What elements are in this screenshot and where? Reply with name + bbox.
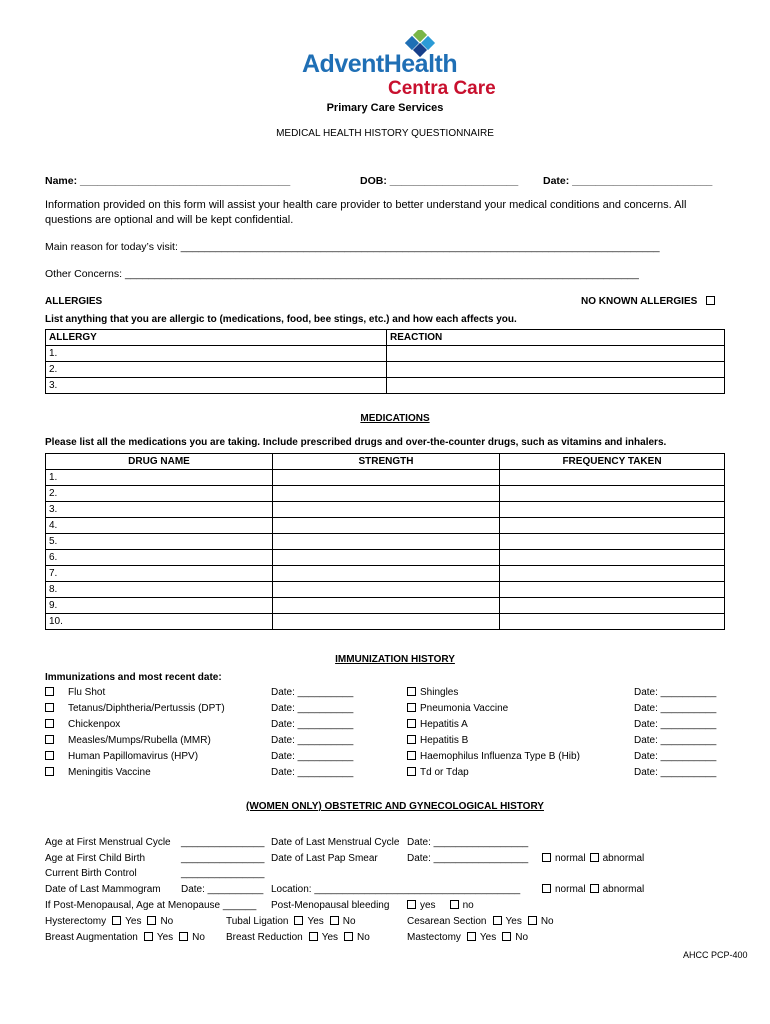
checkbox[interactable] — [407, 751, 416, 760]
hysterectomy-row[interactable]: Hysterectomy Yes No — [45, 916, 174, 927]
age-first-birth-label: Age at First Child Birth — [45, 853, 146, 864]
table-row[interactable]: 1. — [46, 470, 725, 486]
immunization-item[interactable]: Human Papillomavirus (HPV) — [45, 751, 198, 762]
mastectomy-row[interactable]: Mastectomy Yes No — [407, 932, 529, 943]
checkbox[interactable] — [407, 767, 416, 776]
immunization-item[interactable]: Td or Tdap — [407, 767, 469, 778]
yes-checkbox[interactable] — [294, 916, 303, 925]
no-checkbox[interactable] — [502, 932, 511, 941]
immunization-item[interactable]: Chickenpox — [45, 719, 120, 730]
date-field[interactable]: Date: ________________________ — [543, 175, 713, 187]
checkbox[interactable] — [407, 719, 416, 728]
table-row[interactable]: 6. — [46, 550, 725, 566]
immunization-item[interactable]: Hepatitis B — [407, 735, 468, 746]
yes-checkbox[interactable] — [309, 932, 318, 941]
other-concerns-field[interactable]: Other Concerns: ________________________________________________________________________________________ — [45, 268, 639, 280]
strength-column-header: STRENGTH — [273, 454, 500, 470]
yes-checkbox[interactable] — [467, 932, 476, 941]
table-row[interactable]: 3. — [46, 502, 725, 518]
table-row[interactable]: 10. — [46, 614, 725, 630]
allergies-table — [45, 329, 725, 394]
table-row[interactable]: 8. — [46, 582, 725, 598]
checkbox[interactable] — [45, 751, 54, 760]
form-title: MEDICAL HEALTH HISTORY QUESTIONNAIRE — [276, 128, 494, 139]
no-checkbox[interactable] — [330, 916, 339, 925]
no-known-allergies-checkbox[interactable] — [706, 296, 715, 305]
age-first-birth-field[interactable]: _______________ — [181, 853, 265, 864]
frequency-column-header: FREQUENCY TAKEN — [500, 454, 725, 470]
date-input[interactable]: Date: __________ — [271, 703, 354, 714]
table-row[interactable]: 7. — [46, 566, 725, 582]
menopause-age-field[interactable]: If Post-Menopausal, Age at Menopause ______ — [45, 900, 257, 911]
immunization-item[interactable]: Haemophilus Influenza Type B (Hib) — [407, 751, 580, 762]
dob-field[interactable]: DOB: ______________________ — [360, 175, 519, 187]
immunization-heading: IMMUNIZATION HISTORY — [335, 654, 455, 665]
date-input[interactable]: Date: __________ — [271, 719, 354, 730]
no-checkbox[interactable] — [450, 900, 459, 909]
checkbox[interactable] — [45, 703, 54, 712]
reaction-column-header: REACTION — [387, 330, 725, 346]
table-row[interactable]: 2. — [46, 486, 725, 502]
obgyn-heading: (WOMEN ONLY) OBSTETRIC AND GYNECOLOGICAL HISTORY — [246, 801, 544, 812]
breast-reduction-row[interactable]: Breast Reduction Yes No — [226, 932, 370, 943]
medications-heading: MEDICATIONS — [360, 413, 430, 424]
birth-control-label: Current Birth Control — [45, 868, 137, 879]
age-first-menstrual-label: Age at First Menstrual Cycle — [45, 837, 171, 848]
breast-augmentation-row[interactable]: Breast Augmentation Yes No — [45, 932, 205, 943]
last-pap-label: Date of Last Pap Smear — [271, 853, 378, 864]
checkbox[interactable] — [407, 735, 416, 744]
last-menstrual-date-field[interactable]: Date: _________________ — [407, 837, 529, 848]
date-input[interactable]: Date: __________ — [634, 751, 717, 762]
pap-result[interactable]: normal abnormal — [542, 853, 644, 864]
checkbox[interactable] — [407, 703, 416, 712]
mammogram-result[interactable]: normal abnormal — [542, 884, 644, 895]
checkbox[interactable] — [45, 735, 54, 744]
table-row[interactable]: 4. — [46, 518, 725, 534]
yes-checkbox[interactable] — [144, 932, 153, 941]
no-known-allergies-text: NO KNOWN ALLERGIES — [581, 296, 698, 307]
date-input[interactable]: Date: __________ — [634, 687, 717, 698]
tubal-ligation-row[interactable]: Tubal Ligation Yes No — [226, 916, 356, 927]
normal-checkbox[interactable] — [542, 853, 551, 862]
no-checkbox[interactable] — [147, 916, 156, 925]
cesarean-row[interactable]: Cesarean Section Yes No — [407, 916, 554, 927]
visit-reason-field[interactable]: Main reason for today’s visit: __________________________________________________________________________________ — [45, 241, 660, 253]
yes-checkbox[interactable] — [407, 900, 416, 909]
postmeno-bleeding-label: Post-Menopausal bleeding — [271, 900, 390, 911]
postmeno-bleeding-options[interactable]: yes no — [407, 900, 474, 911]
allergies-heading: ALLERGIES — [45, 296, 103, 307]
immunization-item[interactable]: Pneumonia Vaccine — [407, 703, 508, 714]
immunization-item[interactable]: Tetanus/Diphtheria/Pertussis (DPT) — [45, 703, 225, 714]
service-title: Primary Care Services — [326, 102, 444, 114]
logo-subtitle: Centra Care — [388, 78, 496, 99]
age-first-menstrual-field[interactable]: _______________ — [181, 837, 265, 848]
table-row[interactable]: 2. — [46, 362, 725, 378]
birth-control-field[interactable]: _______________ — [181, 868, 265, 879]
date-input[interactable]: Date: __________ — [271, 735, 354, 746]
no-checkbox[interactable] — [179, 932, 188, 941]
checkbox[interactable] — [45, 687, 54, 696]
immunization-item[interactable]: Flu Shot — [45, 687, 105, 698]
yes-checkbox[interactable] — [112, 916, 121, 925]
date-input[interactable]: Date: __________ — [634, 767, 717, 778]
table-row[interactable]: 9. — [46, 598, 725, 614]
logo-name: AdventHealth — [302, 50, 458, 78]
intro-text: Information provided on this form will assist your health care provider to better understand your medical conditions and concerns. All questions are optional and will be kept confidential. — [45, 199, 687, 226]
immunization-item[interactable]: Shingles — [407, 687, 458, 698]
form-code: AHCC PCP-400 — [683, 950, 748, 960]
no-known-allergies-label[interactable] — [581, 296, 719, 307]
date-input[interactable]: Date: __________ — [271, 687, 354, 698]
allergy-column-header: ALLERGY — [46, 330, 387, 346]
table-row[interactable]: 5. — [46, 534, 725, 550]
last-mammogram-date-field[interactable]: Date: __________ — [181, 884, 264, 895]
no-checkbox[interactable] — [528, 916, 537, 925]
no-checkbox[interactable] — [344, 932, 353, 941]
immunization-item[interactable]: Hepatitis A — [407, 719, 468, 730]
medications-instruction: Please list all the medications you are taking. Include prescribed drugs and over-the-counter drugs, such as vitamins and inhalers. — [45, 437, 667, 448]
table-row[interactable]: 3. — [46, 378, 725, 394]
mammogram-location-field[interactable]: Location: _____________________________________ — [271, 884, 521, 895]
checkbox[interactable] — [45, 719, 54, 728]
drug-name-column-header: DRUG NAME — [46, 454, 273, 470]
immunization-subheading: Immunizations and most recent date: — [45, 672, 222, 683]
date-input[interactable]: Date: __________ — [634, 703, 717, 714]
date-input[interactable]: Date: __________ — [634, 735, 717, 746]
last-menstrual-label: Date of Last Menstrual Cycle — [271, 837, 400, 848]
date-input[interactable]: Date: __________ — [271, 767, 354, 778]
medications-table — [45, 453, 725, 630]
immunization-item[interactable]: Measles/Mumps/Rubella (MMR) — [45, 735, 211, 746]
normal-checkbox[interactable] — [542, 884, 551, 893]
abnormal-checkbox[interactable] — [590, 853, 599, 862]
last-pap-date-field[interactable]: Date: _________________ — [407, 853, 529, 864]
allergies-instruction: List anything that you are allergic to (medications, food, bee stings, etc.) and how each affects you. — [45, 314, 517, 325]
date-input[interactable]: Date: __________ — [634, 719, 717, 730]
last-mammogram-label: Date of Last Mammogram — [45, 884, 161, 895]
checkbox[interactable] — [407, 687, 416, 696]
checkbox[interactable] — [45, 767, 54, 776]
yes-checkbox[interactable] — [493, 916, 502, 925]
table-row[interactable]: 1. — [46, 346, 725, 362]
name-field[interactable]: Name: ____________________________________ — [45, 175, 291, 187]
immunization-item[interactable]: Meningitis Vaccine — [45, 767, 151, 778]
date-input[interactable]: Date: __________ — [271, 751, 354, 762]
abnormal-checkbox[interactable] — [590, 884, 599, 893]
